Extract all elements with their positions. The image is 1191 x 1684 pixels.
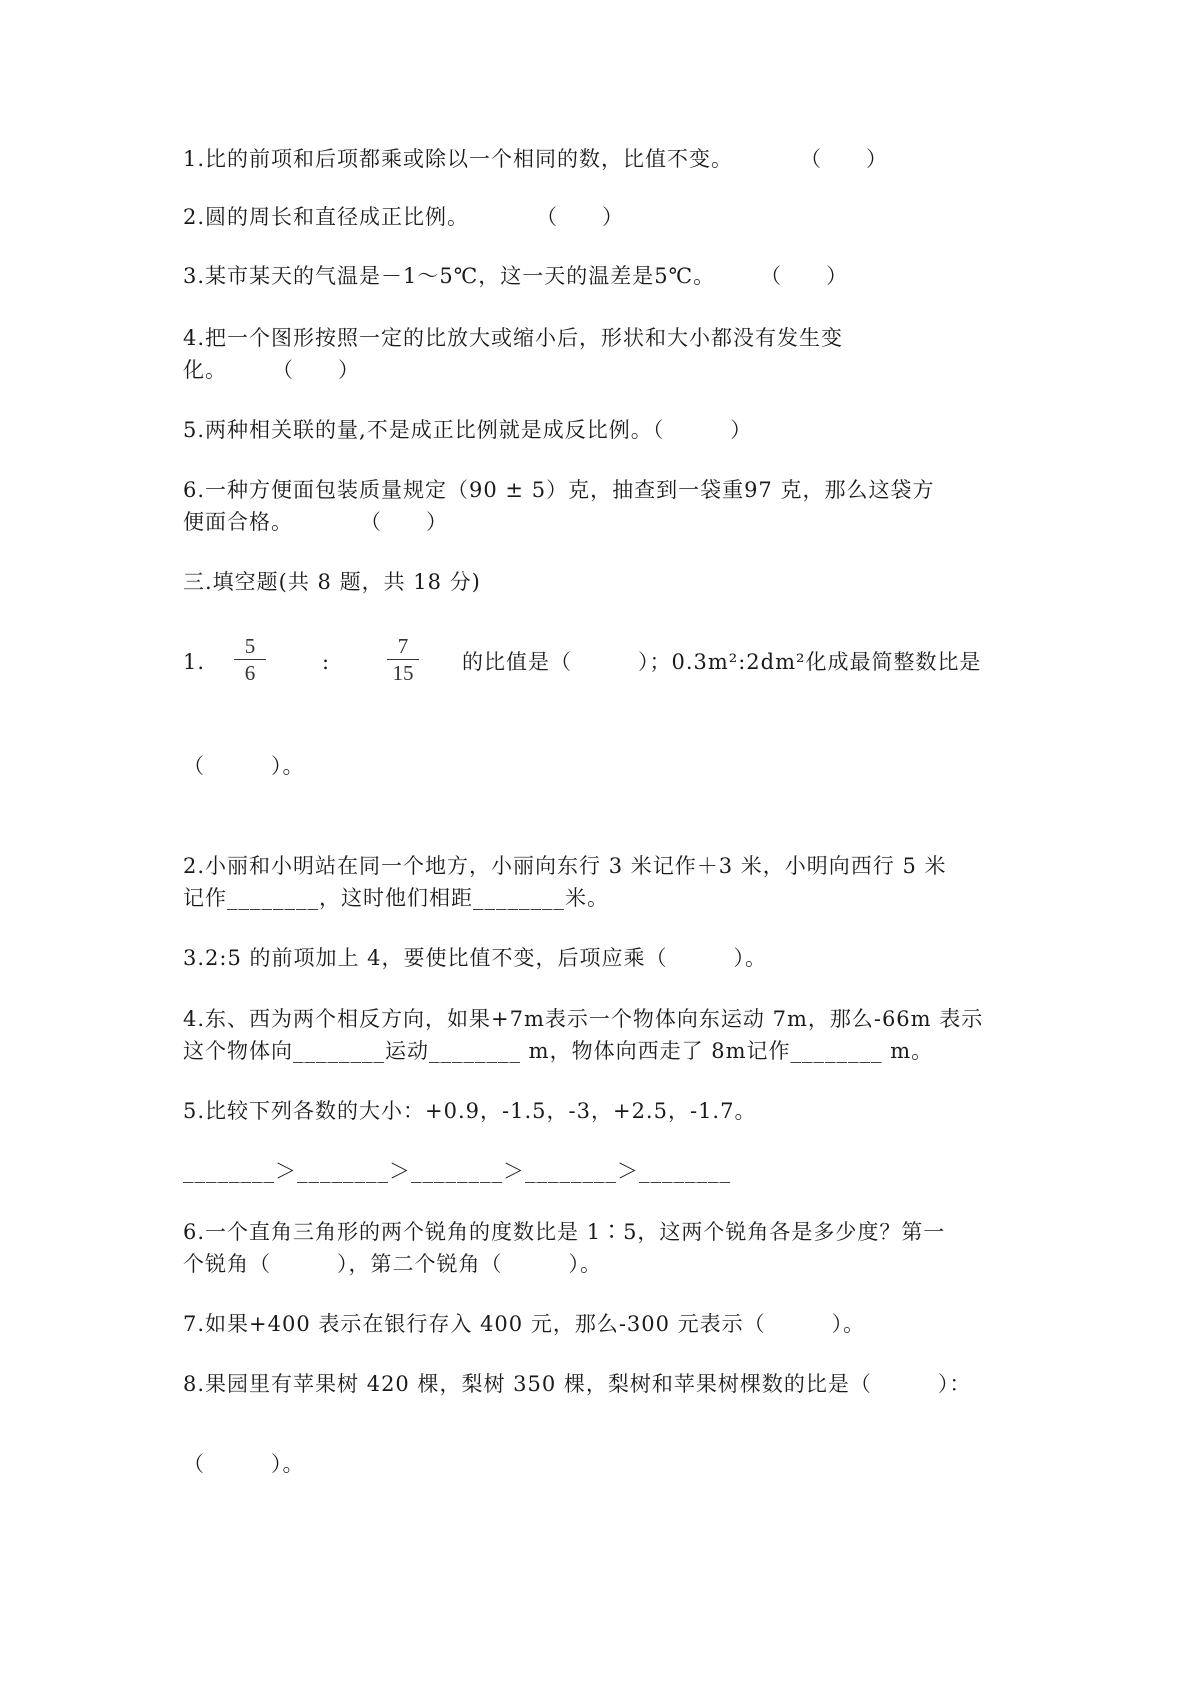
judge-q3: 3.某市某天的气温是－1～5℃，这一天的温差是5℃。 （ ） bbox=[183, 264, 849, 288]
judge-q4-line1: 4.把一个图形按照一定的比放大或缩小后，形状和大小都没有发生变 bbox=[183, 326, 844, 350]
fill-q5-blanks: ________＞________＞________＞________＞________ bbox=[183, 1159, 731, 1183]
judge-q2: 2.圆的周长和直径成正比例。 （ ） bbox=[183, 205, 625, 229]
fill-q1-line2: （ ）。 bbox=[183, 754, 305, 778]
judge-q5: 5.两种相关联的量,不是成正比例就是成反比例。（ ） bbox=[183, 418, 753, 442]
judge-q6-line1: 6.一种方便面包装质量规定（90 ± 5）克，抽查到一袋重97 克，那么这袋方 bbox=[183, 478, 935, 502]
section-title: 三.填空题(共 8 题，共 18 分) bbox=[183, 570, 481, 594]
fill-q8: 8.果园里有苹果树 420 棵，梨树 350 棵，梨树和苹果树棵数的比是（ ）： bbox=[183, 1372, 972, 1396]
fraction-bar bbox=[234, 659, 266, 660]
fraction-denominator: 6 bbox=[244, 661, 256, 685]
fill-q8-line2: （ ）。 bbox=[183, 1452, 305, 1476]
fill-q2-line1: 2.小丽和小明站在同一个地方，小丽向东行 3 米记作＋3 米，小明向西行 5 米 bbox=[183, 854, 947, 878]
fraction-numerator: 7 bbox=[397, 634, 409, 658]
fraction-bar bbox=[387, 659, 419, 660]
fraction-numerator: 5 bbox=[244, 634, 256, 658]
fill-q1-fraction-1 bbox=[230, 635, 270, 684]
fill-q4-line1: 4.东、西为两个相反方向，如果+7m表示一个物体向东运动 7m，那么-66m 表示 bbox=[183, 1007, 984, 1031]
judge-q6-line2: 便面合格。 （ ） bbox=[183, 510, 448, 534]
fill-q1-fraction-2 bbox=[383, 635, 423, 684]
fill-q1-rest: 的比值是（ ）；0.3m²:2dm²化成最简整数比是 bbox=[462, 650, 982, 674]
fill-q3: 3.2:5 的前项加上 4，要使比值不变，后项应乘（ ）。 bbox=[183, 946, 768, 970]
fill-q2-line2: 记作________，这时他们相距________米。 bbox=[183, 886, 609, 910]
fill-q6-line1: 6.一个直角三角形的两个锐角的度数比是 1∶5，这两个锐角各是多少度？第一 bbox=[183, 1220, 946, 1244]
fill-q1-prefix: 1. bbox=[183, 650, 206, 674]
fill-q6-line2: 个锐角（ ），第二个锐角（ ）。 bbox=[183, 1252, 602, 1276]
fill-q1-colon: : bbox=[322, 650, 331, 674]
fraction-denominator: 15 bbox=[392, 661, 414, 685]
fill-q5: 5.比较下列各数的大小：+0.9，-1.5，-3，+2.5，-1.7。 bbox=[183, 1099, 757, 1123]
fill-q4-line2: 这个物体向________运动________ m，物体向西走了 8m记作________ m。 bbox=[183, 1039, 934, 1063]
judge-q1: 1.比的前项和后项都乘或除以一个相同的数，比值不变。 （ ） bbox=[183, 147, 889, 171]
fill-q7: 7.如果+400 表示在银行存入 400 元，那么-300 元表示（ ）。 bbox=[183, 1312, 866, 1336]
judge-q4-line2: 化。 （ ） bbox=[183, 358, 360, 382]
